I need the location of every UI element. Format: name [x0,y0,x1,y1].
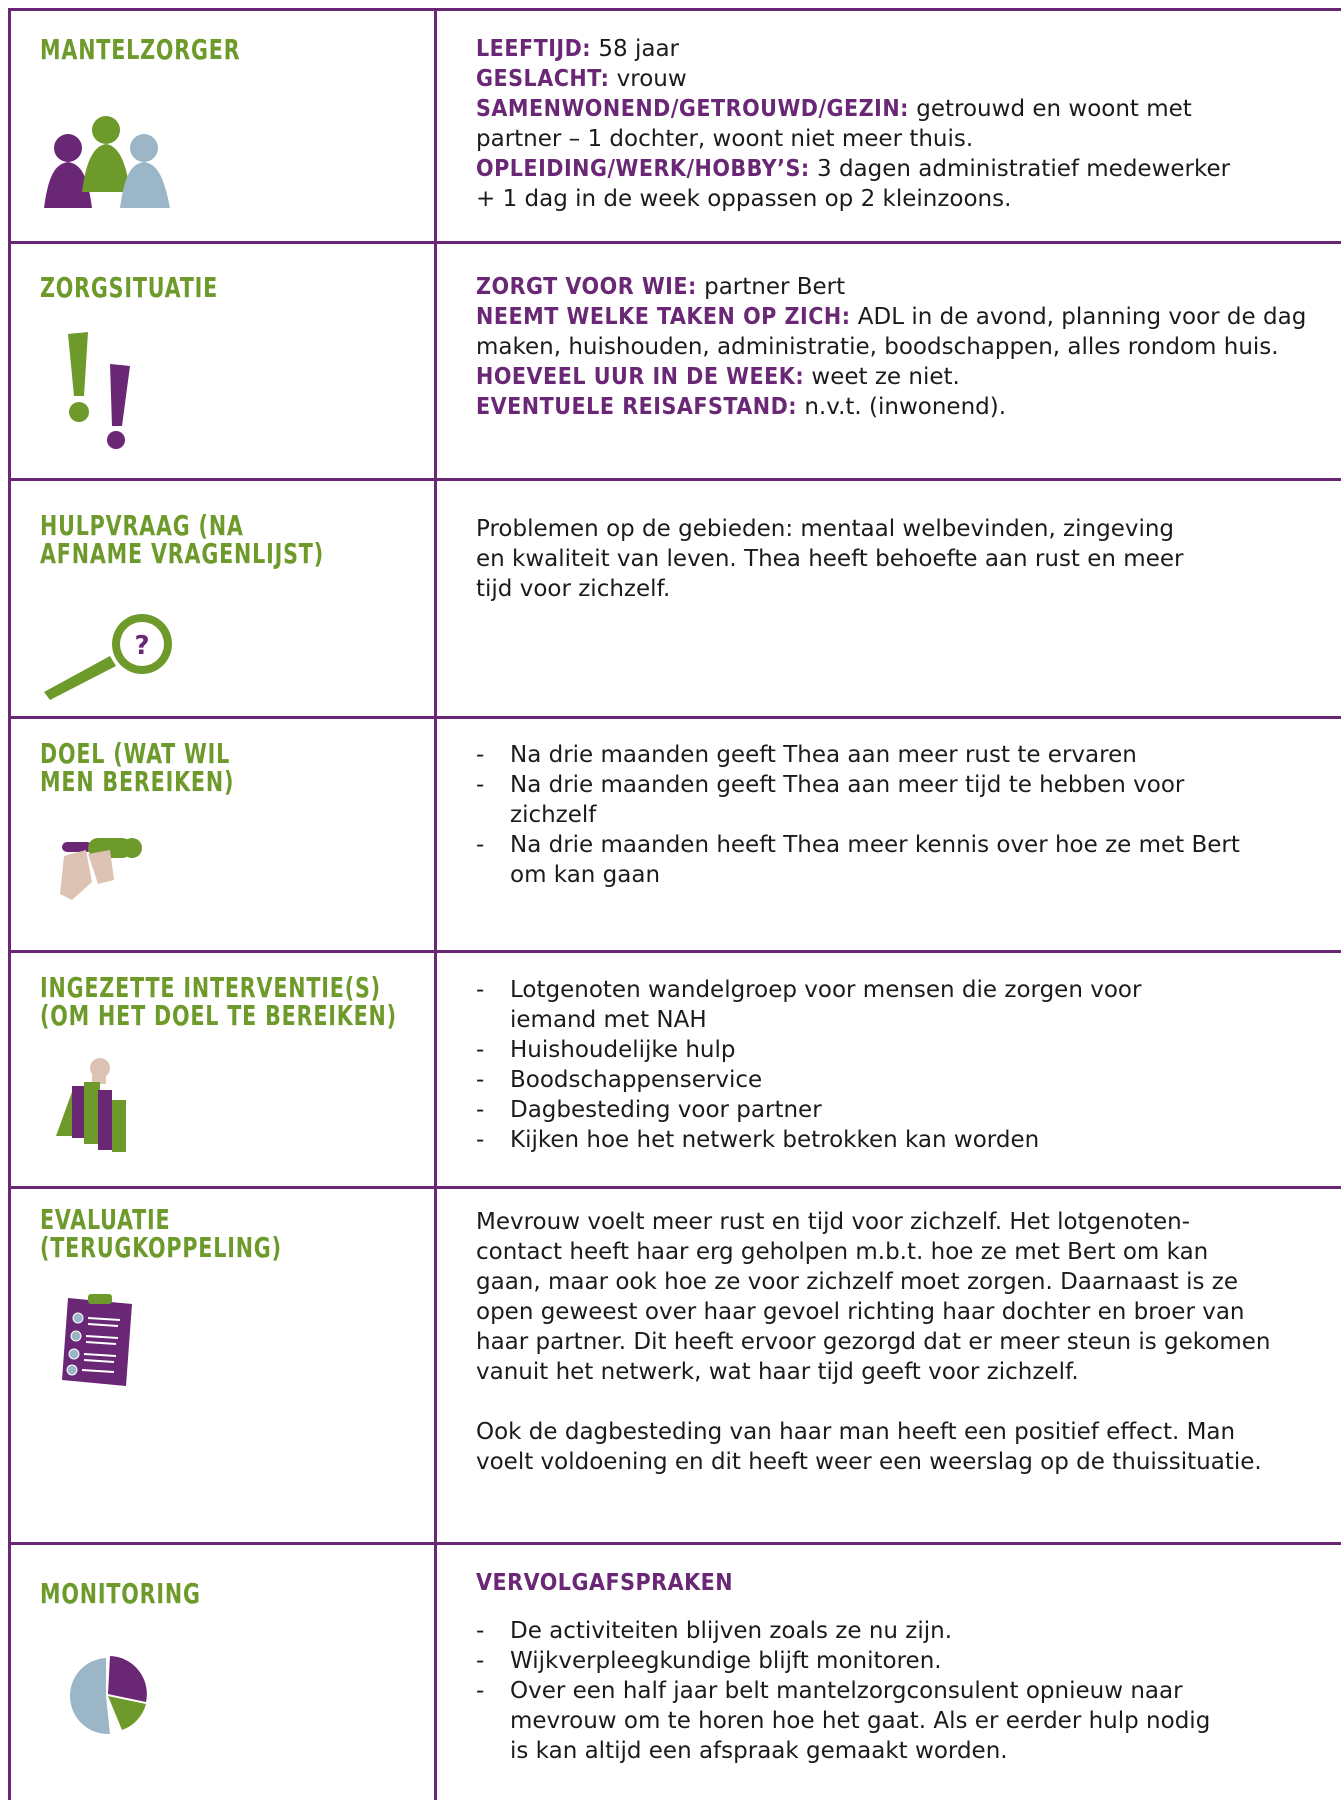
monitoring-text [476,1568,1276,1766]
exclamation-icon [64,330,144,450]
list-item [476,1676,1276,1766]
field-value: ADL in de avond, planning voor de dag [850,304,1307,330]
field-line [476,272,1276,302]
row-divider-6 [8,1542,1341,1545]
field-label: LEEFTIJD: [476,36,592,62]
item-line: is kan altijd een afspraak gemaakt worden. [510,1738,1008,1764]
list-item [476,770,1276,830]
field-value: getrouwd en woont met [908,96,1192,122]
field-label: NEEMT WELKE TAKEN OP ZICH: [476,304,851,330]
item-line: - Na drie maanden geeft Thea aan meer rust te ervaren [510,742,1137,768]
text-line: en kwaliteit van leven. Thea heeft behoefte aan rust en meer [476,546,1184,572]
column-divider [434,10,437,1800]
item-line: - Lotgenoten wandelgroep voor mensen die zorgen voor [510,977,1142,1003]
paragraph [476,1417,1276,1477]
item-line: - Wijkverpleegkundige blijft monitoren. [510,1648,942,1674]
row-divider-3 [8,716,1341,719]
text-line: haar partner. Dit heeft ervoor gezorgd dat er meer steun is gekomen [476,1329,1271,1355]
list-item [476,1095,1276,1125]
interventie-heading [40,971,417,1032]
list-item [476,1646,1276,1676]
pie-chart-icon [66,1652,150,1736]
heading-line: HULPVRAAG (NA [40,509,244,542]
item-line: - Boodschappenservice [510,1067,763,1093]
field-label: HOEVEEL UUR IN DE WEEK: [476,364,805,390]
item-line: - Na drie maanden heeft Thea meer kennis over hoe ze met Bert [510,832,1240,858]
left-border [8,10,11,1800]
field-label: EVENTUELE REISAFSTAND: [476,394,798,420]
row-divider-5 [8,1186,1341,1189]
list-item [476,1065,1276,1095]
field-line [476,124,1276,154]
list-item [476,975,1276,1035]
field-value: partner Bert [696,274,846,300]
field-value: vrouw [609,66,687,92]
people-icon [40,112,180,212]
field-line [476,94,1276,124]
heading-line: AFNAME VRAGENLIJST) [40,537,324,570]
hulpvraag-heading [40,509,417,570]
item-line: - Huishoudelijke hulp [510,1037,736,1063]
row-divider-top [8,8,1341,11]
svg-text:?: ? [134,631,150,661]
field-line [476,302,1307,332]
text-line: tijd voor zichzelf. [476,576,671,602]
text-line: gaan, maar ook hoe ze voor zichzelf moet zorgen. Daarnaast is ze [476,1269,1239,1295]
field-line [476,34,1276,64]
doel-heading [40,737,417,798]
interventie-list-wrap [476,975,1276,1155]
item-line: - De activiteiten blijven zoals ze nu zijn. [510,1618,953,1644]
zorgsituatie-details [476,272,1307,422]
vervolgafspraken-label: VERVOLGAFSPRAKEN [476,1570,734,1596]
paragraph [476,1207,1276,1387]
text-line: vanuit het netwerk, wat haar tijd geeft voor zichzelf. [476,1359,1079,1385]
heading-line: (OM HET DOEL TE BEREIKEN) [40,999,397,1032]
zorgsituatie-heading: ZORGSITUATIE [40,271,219,304]
field-value: weet ze niet. [804,364,960,390]
text-line: Problemen op de gebieden: mentaal welbevinden, zingeving [476,516,1175,542]
list-item [476,740,1276,770]
row-divider-4 [8,950,1341,953]
list-item [476,1125,1276,1155]
field-value: 3 dagen administratief medewerker [809,156,1231,182]
field-line [476,332,1279,362]
text-line: open geweest over haar gevoel richting haar dochter en broer van [476,1299,1245,1325]
list-item [476,830,1276,890]
monitoring-heading: MONITORING [40,1577,201,1610]
item-line: iemand met NAH [510,1007,707,1033]
heading-line: DOEL (WAT WIL [40,737,231,770]
row-divider-1 [8,241,1341,244]
mantelzorger-details [476,34,1276,214]
item-line: mevrouw om te horen hoe het gaat. Als er eerder hulp nodig [510,1708,1211,1734]
evaluatie-text [476,1207,1276,1507]
field-label: SAMENWONEND/GETROUWD/GEZIN: [476,96,909,122]
field-value: partner – 1 dochter, woont niet meer thuis. [476,126,974,152]
heading-line: INGEZETTE INTERVENTIE(S) [40,971,381,1004]
heading-line: EVALUATIE [40,1203,171,1236]
field-value: 58 jaar [591,36,680,62]
doel-list-wrap [476,740,1276,890]
field-value: n.v.t. (inwonend). [797,394,1007,420]
text-line: contact heeft haar erg geholpen m.b.t. hoe ze met Bert om kan [476,1239,1209,1265]
field-line [476,154,1276,184]
field-line [476,64,1276,94]
text-line: Ook de dagbesteding van haar man heeft een positief effect. Man [476,1419,1236,1445]
interventie-list [476,975,1276,1155]
doel-list [476,740,1276,890]
item-line: - Dagbesteding voor partner [510,1097,822,1123]
monitoring-list [476,1616,1276,1766]
evaluatie-heading [40,1203,417,1264]
mantelzorger-heading: MANTELZORGER [40,33,241,66]
field-line [476,362,1276,392]
field-label: OPLEIDING/WERK/HOBBY’S: [476,156,810,182]
field-line [476,392,1276,422]
hulpvraag-text [476,514,1276,604]
item-line: - Kijken hoe het netwerk betrokken kan worden [510,1127,1040,1153]
field-value: + 1 dag in de week oppassen op 2 kleinzoons. [476,186,1012,212]
magnifier-question-icon [40,606,180,702]
field-label: GESLACHT: [476,66,610,92]
row-divider-2 [8,478,1341,481]
heading-line: MEN BEREIKEN) [40,765,235,798]
item-line: om kan gaan [510,862,661,888]
list-item [476,1616,1276,1646]
item-line: - Na drie maanden geeft Thea aan meer tijd te hebben voor zichzelf [510,772,1185,828]
field-label: ZORGT VOOR WIE: [476,274,697,300]
text-line: voelt voldoening en dit heeft weer een weerslag op de thuissituatie. [476,1449,1262,1475]
item-line: - Over een half jaar belt mantelzorgconsulent opnieuw naar [510,1678,1183,1704]
list-item [476,1035,1276,1065]
binoculars-icon [58,834,148,904]
checklist-icon [60,1292,140,1388]
field-value: maken, huishouden, administratie, boodschappen, alles rondom huis. [476,334,1279,360]
heading-line: (TERUGKOPPELING) [40,1231,282,1264]
text-line: Mevrouw voelt meer rust en tijd voor zichzelf. Het lotgenoten- [476,1209,1191,1235]
tools-icon [54,1056,144,1156]
field-line [476,184,1276,214]
